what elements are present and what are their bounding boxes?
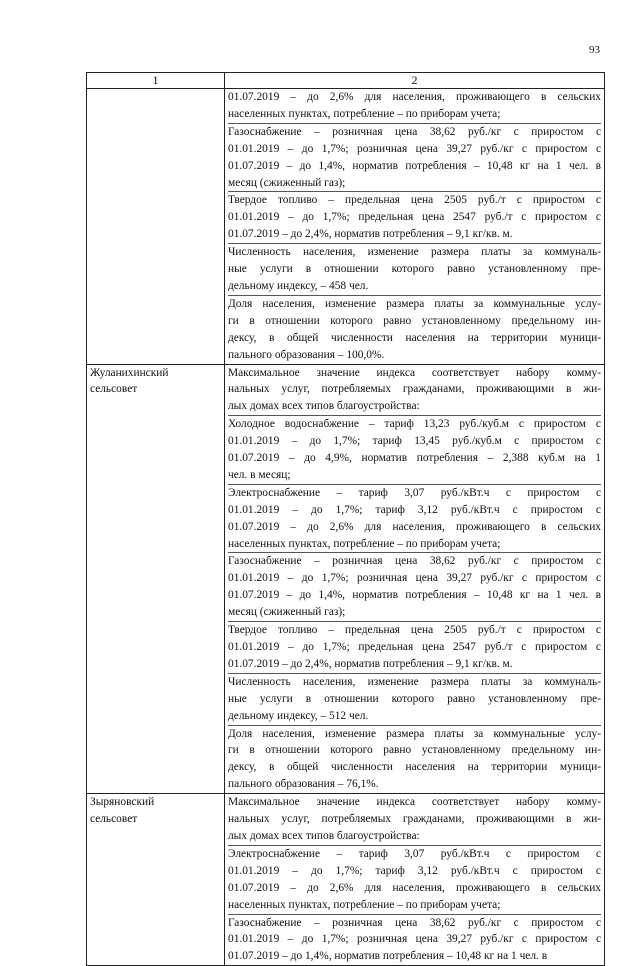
text-line: 01.01.2019 – до 1,7%; тариф 13,45 руб./куб.м с приростом с [228, 435, 601, 448]
municipality-name-cell [87, 89, 225, 365]
text-line: 01.07.2019 – до 2,6% для населения, проживающего в сельских [228, 881, 601, 894]
text-line: Холодное водоснабжение – тариф 13,23 руб./куб.м с приростом с [228, 418, 601, 431]
text-line: 01.07.2019 – до 2,4%, норматив потребления – 9,1 кг/кв. м. [228, 657, 513, 670]
text-line: нальных услуг, потребляемых гражданами, проживающими в жи- [228, 813, 601, 826]
tariff-paragraph [228, 124, 601, 193]
tariff-table [86, 72, 605, 966]
text-line: дельному индексу, – 512 чел. [228, 709, 369, 722]
text-line: 01.01.2019 – до 1,7%; розничная цена 39,27 руб./кг с приростом с [228, 933, 601, 946]
municipality-name-line: Жуланихинский [90, 366, 169, 379]
tariff-paragraph [228, 485, 601, 554]
municipality-name-cell [87, 364, 225, 794]
text-line: 01.01.2019 – до 1,7%; предельная цена 2547 руб./т с приростом с [228, 211, 601, 224]
text-line: 01.07.2019 – до 2,6% для населения, проживающего в сельских [228, 91, 601, 103]
municipality-name-cell [87, 794, 225, 966]
text-line: лых домах всех типов благоустройства: [228, 829, 420, 842]
tariff-paragraph [228, 622, 601, 674]
text-line: пального образования – 100,0%. [228, 348, 385, 361]
text-line: Численность населения, изменение размера платы за коммуналь- [228, 675, 601, 688]
page-number: 93 [589, 44, 600, 56]
text-line: Максимальное значение индекса соответствует набору комму- [228, 366, 601, 379]
table-header-row [87, 73, 605, 89]
text-line: Твердое топливо – предельная цена 2505 руб./т с приростом с [228, 194, 601, 207]
text-line: Доля населения, изменение размера платы за коммунальные услу- [228, 297, 601, 310]
tariff-description-cell [225, 364, 605, 794]
column-header-1: 1 [87, 73, 225, 89]
text-line: пального образования – 76,1%. [228, 778, 379, 791]
text-line: дексу, в общей численности населения на территории муници- [228, 761, 601, 774]
tariff-paragraph [228, 244, 601, 296]
tariff-paragraph [228, 89, 601, 124]
text-line: 01.07.2019 – до 1,4%, норматив потребления – 10,48 кг на 1 чел. в [228, 950, 548, 963]
table-body [87, 89, 605, 966]
text-line: Численность населения, изменение размера платы за коммуналь- [228, 246, 601, 259]
text-line: 01.01.2019 – до 1,7%; тариф 3,12 руб./кВт.ч с приростом с [228, 503, 601, 516]
tariff-paragraph [228, 192, 601, 244]
column-header-2: 2 [225, 73, 605, 89]
text-line: ги в отношении которого равно установленному предельному ин- [228, 744, 601, 757]
text-line: Твердое топливо – предельная цена 2505 руб./т с приростом с [228, 624, 601, 637]
text-line: Газоснабжение – розничная цена 38,62 руб./кг с приростом с [228, 916, 601, 929]
tariff-paragraph [228, 674, 601, 726]
tariff-paragraph [228, 794, 601, 846]
text-line: 01.07.2019 – до 2,4%, норматив потребления – 9,1 кг/кв. м. [228, 228, 513, 241]
text-line: населенных пунктах, потребление – по приборам учета; [228, 537, 501, 550]
tariff-paragraph [228, 416, 601, 485]
text-line: 01.01.2019 – до 1,7%; предельная цена 2547 руб./т с приростом с [228, 641, 601, 653]
text-line: 01.07.2019 – до 1,4%, норматив потребления – 10,48 кг на 1 чел. в [228, 589, 601, 602]
text-line: дельному индексу, – 458 чел. [228, 279, 369, 292]
text-line: дексу, в общей численности населения на территории муници- [228, 331, 601, 344]
text-line: ные услуги в отношении которого равно установленному пре- [228, 692, 601, 705]
text-line: 01.01.2019 – до 1,7%; розничная цена 39,27 руб./кг с приростом с [228, 142, 601, 155]
tariff-description-cell [225, 794, 605, 966]
text-line: Максимальное значение индекса соответствует набору комму- [228, 796, 601, 809]
table-row [87, 89, 605, 365]
tariff-description-cell [225, 89, 605, 365]
table-row [87, 364, 605, 794]
text-line: месяц (сжиженный газ); [228, 606, 346, 619]
text-line: Электроснабжение – тариф 3,07 руб./кВт.ч с приростом с [228, 486, 601, 499]
tariff-paragraph [228, 726, 601, 794]
tariff-paragraph [228, 365, 601, 417]
table-row [87, 794, 605, 966]
tariff-paragraph [228, 915, 601, 966]
municipality-name-line: сельсовет [90, 813, 138, 826]
text-line: ные услуги в отношении которого равно установленному пре- [228, 263, 601, 276]
text-line: 01.07.2019 – до 2,6% для населения, проживающего в сельских [228, 520, 601, 533]
municipality-name-line: Зыряновский [90, 796, 155, 809]
text-line: населенных пунктах, потребление – по приборам учета; [228, 898, 501, 911]
text-line: 01.01.2019 – до 1,7%; розничная цена 39,27 руб./кг с приростом с [228, 572, 601, 585]
municipality-name-line: сельсовет [90, 383, 138, 396]
text-line: чел. в месяц; [228, 468, 291, 481]
text-line: Доля населения, изменение размера платы за коммунальные услу- [228, 727, 601, 740]
tariff-paragraph [228, 296, 601, 364]
text-line: месяц (сжиженный газ); [228, 176, 346, 189]
text-line: нальных услуг, потребляемых гражданами, проживающими в жи- [228, 383, 601, 396]
text-line: населенных пунктах, потребление – по приборам учета; [228, 107, 501, 120]
tariff-paragraph [228, 846, 601, 915]
text-line: лых домах всех типов благоустройства: [228, 400, 420, 413]
text-line: Электроснабжение – тариф 3,07 руб./кВт.ч с приростом с [228, 847, 601, 860]
text-line: 01.07.2019 – до 1,4%, норматив потребления – 10,48 кг на 1 чел. в [228, 159, 601, 172]
text-line: 01.07.2019 – до 4,9%, норматив потребления – 2,388 куб.м на 1 [228, 452, 601, 465]
text-line: Газоснабжение – розничная цена 38,62 руб./кг с приростом с [228, 555, 601, 568]
text-line: ги в отношении которого равно установленному предельному ин- [228, 314, 601, 327]
text-line: Газоснабжение – розничная цена 38,62 руб./кг с приростом с [228, 125, 601, 138]
text-line: 01.01.2019 – до 1,7%; тариф 3,12 руб./кВт.ч с приростом с [228, 864, 601, 877]
tariff-paragraph [228, 553, 601, 622]
